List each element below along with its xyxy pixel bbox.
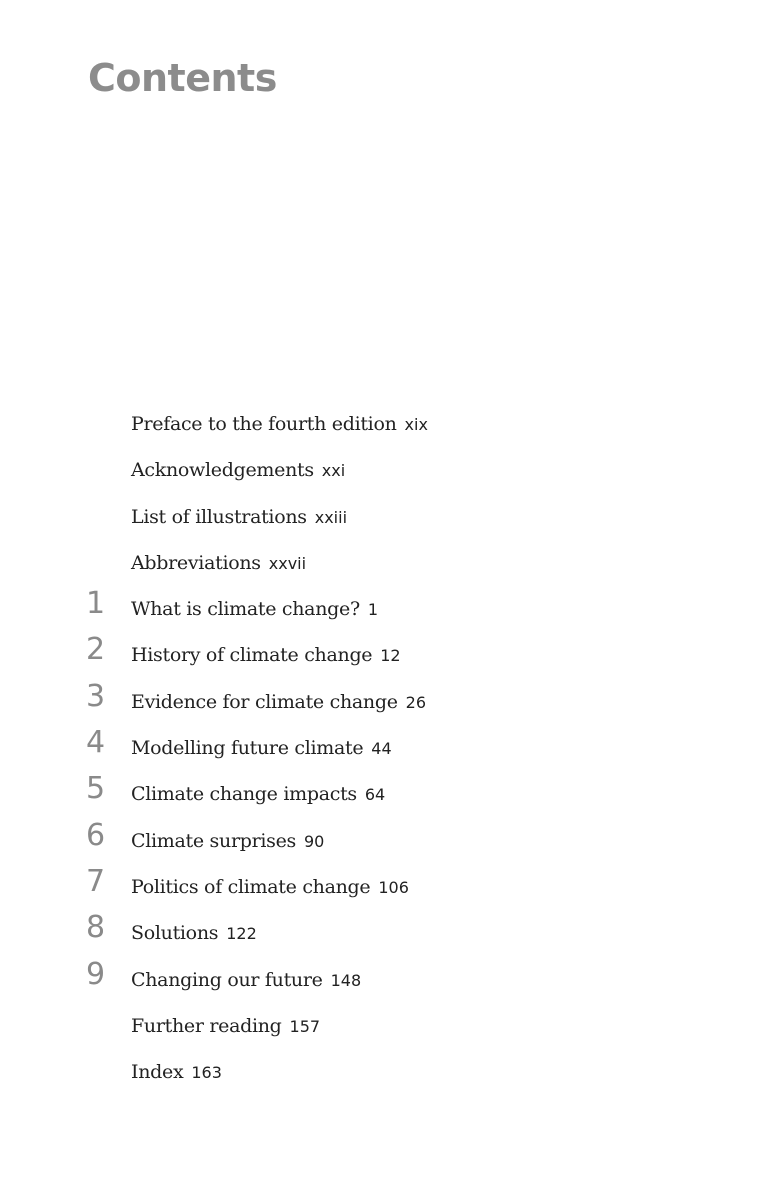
toc-entry[interactable] bbox=[0, 773, 764, 819]
toc-entry[interactable] bbox=[0, 496, 764, 542]
page-number: 106 bbox=[378, 877, 409, 897]
page-number: 64 bbox=[364, 785, 386, 805]
page-number: 163 bbox=[191, 1063, 222, 1083]
toc-title-wrap bbox=[131, 733, 392, 764]
chapter-number: 2 bbox=[86, 632, 106, 668]
toc-entry[interactable] bbox=[0, 863, 764, 912]
toc-title-wrap bbox=[131, 1057, 222, 1088]
toc-title-wrap bbox=[131, 687, 426, 718]
chapter-number: 6 bbox=[86, 817, 106, 853]
entry-title: Further reading bbox=[131, 1014, 282, 1037]
page-number: xix bbox=[404, 415, 428, 434]
page-number: xxvii bbox=[268, 553, 307, 573]
toc-entry[interactable] bbox=[0, 678, 764, 727]
entry-title: Climate surprises bbox=[131, 829, 296, 852]
toc-entry[interactable] bbox=[0, 542, 764, 588]
toc-entry[interactable] bbox=[0, 634, 764, 680]
entry-title: Politics of climate change bbox=[131, 875, 371, 898]
toc-title-wrap bbox=[131, 965, 361, 996]
page-number: 26 bbox=[405, 692, 427, 712]
chapter-number: 8 bbox=[86, 910, 106, 946]
entry-title: Modelling future climate bbox=[131, 737, 364, 760]
page-number: 12 bbox=[380, 646, 401, 666]
entry-title: Preface to the fourth edition bbox=[131, 413, 397, 435]
toc-title-wrap bbox=[131, 826, 324, 857]
toc-entry[interactable] bbox=[0, 403, 764, 449]
entry-title: What is climate change? bbox=[131, 598, 360, 621]
entry-title: Climate change impacts bbox=[131, 783, 357, 806]
toc-entry[interactable] bbox=[0, 588, 764, 634]
toc-title-wrap bbox=[131, 918, 257, 949]
toc-entry[interactable] bbox=[0, 1005, 764, 1051]
page-number: xxiii bbox=[314, 507, 348, 527]
page-number: 157 bbox=[289, 1016, 321, 1036]
chapter-number: 1 bbox=[86, 586, 106, 622]
page-title: Contents bbox=[88, 56, 277, 100]
toc-entry[interactable] bbox=[0, 956, 764, 1005]
toc-title-wrap bbox=[131, 455, 345, 486]
toc-title-wrap bbox=[131, 409, 428, 440]
page-number: 90 bbox=[304, 831, 325, 851]
entry-title: Evidence for climate change bbox=[131, 690, 398, 713]
chapter-number: 5 bbox=[86, 771, 106, 807]
chapter-number: 9 bbox=[86, 956, 106, 992]
page-number: xxi bbox=[321, 461, 346, 481]
page-number: 122 bbox=[226, 924, 257, 944]
page-number: 1 bbox=[367, 600, 379, 620]
toc-entry[interactable] bbox=[0, 449, 764, 495]
toc-entry[interactable] bbox=[0, 1051, 764, 1097]
toc-title-wrap bbox=[131, 1011, 320, 1042]
entry-title: Abbreviations bbox=[131, 551, 261, 574]
chapter-number: 3 bbox=[86, 678, 106, 714]
toc-title-wrap bbox=[131, 548, 306, 579]
chapter-number: 7 bbox=[86, 863, 106, 899]
chapter-number: 4 bbox=[86, 725, 106, 761]
entry-title: List of illustrations bbox=[131, 505, 307, 528]
toc-title-wrap bbox=[131, 872, 409, 903]
page-number: 148 bbox=[330, 970, 362, 990]
toc-title-wrap bbox=[131, 779, 385, 810]
page-number: 44 bbox=[371, 739, 392, 759]
toc-title-wrap bbox=[131, 640, 401, 671]
entry-title: Acknowledgements bbox=[131, 459, 314, 482]
toc-title-wrap bbox=[131, 502, 347, 533]
entry-title: Index bbox=[131, 1061, 184, 1084]
entry-title: Solutions bbox=[131, 922, 219, 945]
toc-entry[interactable] bbox=[0, 727, 764, 773]
toc-title-wrap bbox=[131, 594, 378, 625]
toc-entry[interactable] bbox=[0, 817, 764, 866]
entry-title: History of climate change bbox=[131, 644, 373, 667]
toc-entry[interactable] bbox=[0, 912, 764, 958]
table-of-contents bbox=[0, 403, 764, 1097]
entry-title: Changing our future bbox=[131, 968, 323, 991]
